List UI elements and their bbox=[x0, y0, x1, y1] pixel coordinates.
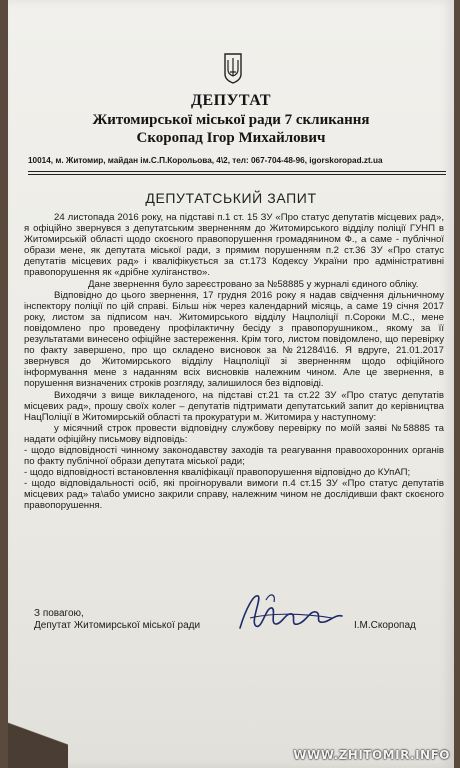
table-surface-corner bbox=[8, 678, 68, 768]
header-divider bbox=[28, 171, 446, 172]
closing-position: Депутат Житомирської міської ради bbox=[34, 620, 201, 631]
header-council: Житомирської міської ради 7 скликання bbox=[92, 112, 370, 128]
paragraph: Виходячи з вище викладеного, на підставі ст.21 та ст.22 ЗУ «Про статус депутатів місцевих рад», прошу своїх колег – депутатів підтримати депутатський запит до керівництва НацПоліції в Житомирській області та прокуратури м. Житомира у наступному: bbox=[24, 389, 444, 423]
document-body bbox=[24, 212, 444, 512]
header-title: ДЕПУТАТ bbox=[190, 92, 272, 109]
header-divider-thin bbox=[28, 174, 446, 175]
document-title: ДЕПУТАТСЬКИЙ ЗАПИТ bbox=[145, 190, 317, 206]
closing-signatory-name: І.М.Скоропад bbox=[354, 620, 416, 631]
paragraph: 24 листопада 2016 року, на підставі п.1 ст. 15 ЗУ «Про статус депутатів місцевих рад», я офіційно звернувся з депутатським зверненням до Житомирського відділу поліції ГУНП в Житомирській області щодо скоєного правопорушення громадянином Ф., а саме - публічної образи мене, як депутата міської ради, з прямим порушенням п.2 ст.36 ЗУ «Про статус депутатів місцевих рад» і кваліфікується за ст.173 Кодексу України про адміністративні правопорушення як «дрібне хуліганство». bbox=[24, 212, 444, 279]
request-item: - щодо відповідності чинному законодавству заходів та реагування правоохоронних органів по факту публічної образи депутата міської ради; bbox=[24, 444, 444, 468]
document-page bbox=[8, 0, 454, 768]
trident-emblem-icon bbox=[224, 52, 242, 84]
site-watermark: WWW.ZHITOMIR.INFO bbox=[293, 748, 450, 762]
header-deputy-name: Скоропад Ігор Михайлович bbox=[136, 130, 326, 146]
handwritten-signature bbox=[236, 588, 346, 640]
paragraph: Відповідно до цього звернення, 17 грудня 2016 року я надав свідчення дільничному інспектору поліції по цій справі. Більш ніж через календарний місяць, а саме 19 січня 2017 року, листом за підписом нач. Житомирського відділу Нацполіції п.Сороки М.С., мене повідомлено про проведену профілактичну бесіду з правопорушником., якому за її результатами винесено офіційне застереження. Крім того, листом повідомлено, що перевірку по факту завершено, про що складено висновок за №21284\16. Я вдруге, 21.01.2017 звернувся до Житомирського відділу Нацполіції зі зверненням щодо офіційного інформування мене з наданням всіх висновків належним чином. Але це звернення, в порушення визначених строків розгляду, залишилося без відповіді. bbox=[24, 289, 444, 390]
paragraph: Дане звернення було зареєстровано за №58885 у журналі єдиного обліку. bbox=[88, 278, 419, 290]
request-item: - щодо відповідальності осіб, які проігнорували вимоги п.4 ст.15 ЗУ «Про статус депутатів місцевих рад» та\або умисно закрили справу, належним чином не дослідивши факт скоєного правопорушення. bbox=[24, 478, 444, 512]
request-item: - щодо відповідності встановлення кваліфікації правопорушення відповідно до КУпАП; bbox=[24, 467, 411, 479]
closing-regards: З повагою, bbox=[34, 608, 84, 619]
header-address: 10014, м. Житомир, майдан ім.С.П.Корольова, 4\2, тел: 067-704-48-96, igorskoropad.zt.ua bbox=[28, 156, 383, 165]
request-item: у місячний строк провести відповідну службову перевірку по моїй заяві №58885 та надати офіційну письмову відповідь: bbox=[24, 422, 444, 445]
